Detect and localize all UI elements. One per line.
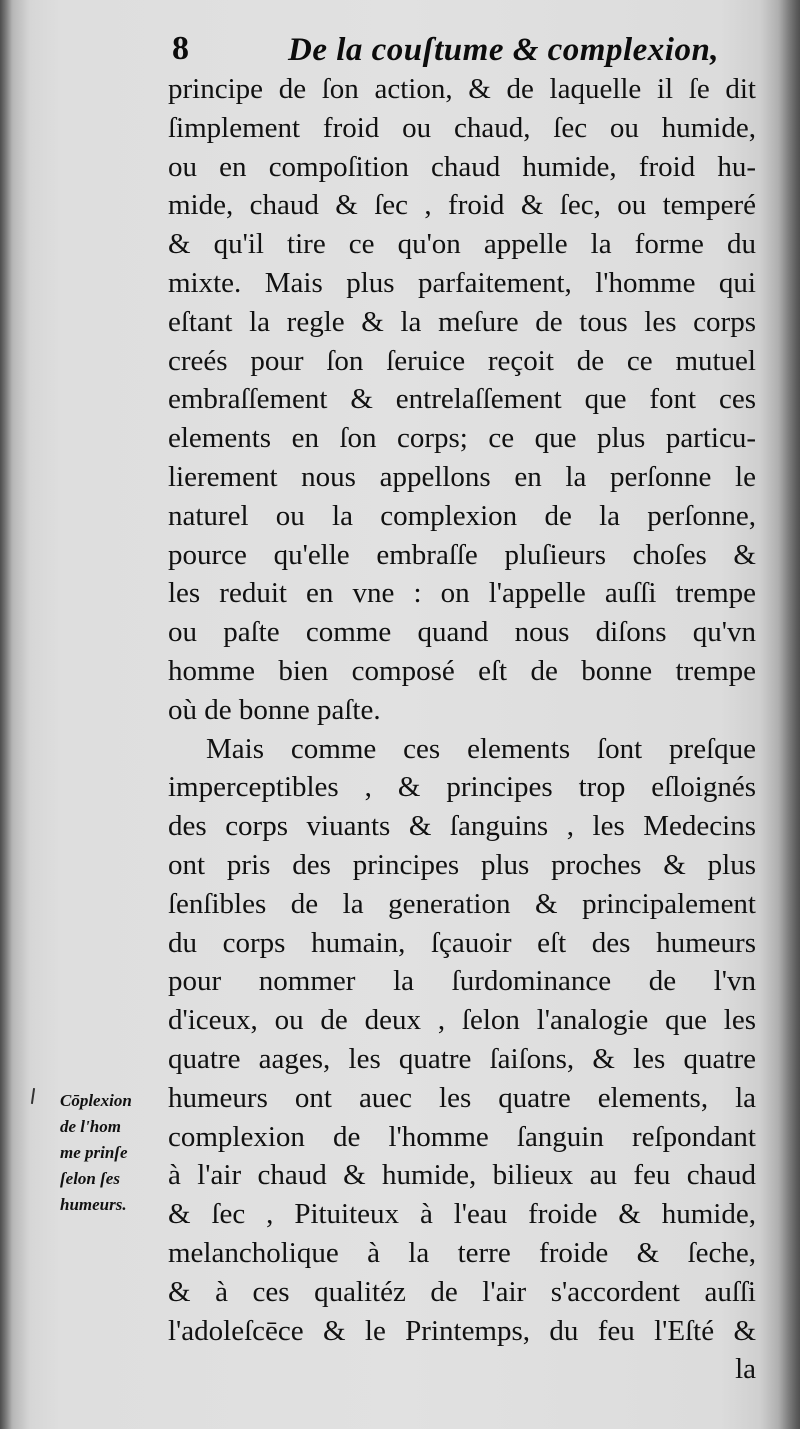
text-line: quatre aages, les quatre ſaiſons, & les quatre: [168, 1042, 756, 1075]
text-line: ou en compoſition chaud humide, froid hu-: [168, 150, 756, 183]
binding-shadow: [0, 0, 12, 1429]
text-line: des corps viuants & ſanguins , les Medecins: [168, 810, 756, 843]
text-line: embraſſement & entrelaſſement que font ces: [168, 383, 756, 416]
text-line: imperceptibles , & principes trop eſloignés: [168, 771, 756, 804]
text-line: & qu'il tire ce qu'on appelle la forme du: [168, 228, 756, 261]
text-line: d'iceux, ou de deux , ſelon l'analogie que les: [168, 1004, 756, 1037]
margin-tick-mark: [31, 1088, 35, 1104]
text-line: ont pris des principes plus proches & plus: [168, 848, 756, 881]
margin-note-line: Cōplexion: [60, 1091, 132, 1110]
text-line: creés pour ſon ſeruice reçoit de ce mutuel: [168, 344, 756, 377]
text-line: ſenſibles de la generation & principalement: [168, 887, 756, 920]
running-title: De la couſtume & complexion,: [288, 32, 720, 68]
margin-note-line: humeurs.: [60, 1195, 127, 1214]
text-line: elements en ſon corps; ce que plus particu-: [168, 422, 756, 455]
text-line: eſtant la regle & la meſure de tous les corps: [168, 305, 756, 338]
text-line: naturel ou la complexion de la perſonne,: [168, 499, 756, 532]
page-number: 8: [172, 30, 189, 67]
text-line: & ſec , Pituiteux à l'eau froide & humide,: [168, 1198, 756, 1231]
margin-note-line: de l'hom: [60, 1117, 121, 1136]
text-line: pource qu'elle embraſſe pluſieurs choſes &: [168, 538, 756, 571]
body-text: [168, 70, 756, 1389]
text-line: principe de ſon action, & de laquelle il ſe dit: [168, 73, 756, 105]
catchword: la: [735, 1353, 756, 1386]
text-line: ou paſte comme quand nous diſons qu'vn: [168, 616, 756, 649]
text-line: homme bien composé eſt de bonne trempe: [168, 654, 756, 687]
text-line: pour nommer la ſurdominance de l'vn: [168, 965, 756, 998]
text-line: melancholique à la terre froide & ſeche,: [168, 1236, 756, 1269]
text-line: mide, chaud & ſec , froid & ſec, ou temperé: [168, 189, 756, 222]
page-header: [170, 28, 750, 74]
text-line: l'adoleſcēce & le Printemps, du feu l'Eſté &: [168, 1314, 756, 1347]
text-line: complexion de l'homme ſanguin reſpondant: [168, 1120, 756, 1153]
margin-note-line: me prinſe: [60, 1143, 128, 1162]
text-line: lierement nous appellons en la perſonne le: [168, 460, 756, 493]
text-line: à l'air chaud & humide, bilieux au feu chaud: [168, 1159, 756, 1192]
text-line: & à ces qualitéz de l'air s'accordent auſſi: [168, 1275, 756, 1308]
margin-note-line: ſelon ſes: [60, 1169, 120, 1188]
text-line: mixte. Mais plus parfaitement, l'homme qui: [168, 266, 756, 299]
text-line: humeurs ont auec les quatre elements, la: [168, 1081, 756, 1114]
text-line: ſimplement froid ou chaud, ſec ou humide,: [168, 111, 756, 144]
text-line: où de bonne paſte.: [168, 693, 381, 726]
text-line: Mais comme ces elements ſont preſque: [206, 732, 756, 765]
page-edge-shadow: [778, 0, 800, 1429]
margin-note: [60, 1088, 164, 1218]
text-line: du corps humain, ſçauoir eſt des humeurs: [168, 926, 756, 959]
text-line: les reduit en vne : on l'appelle auſſi trempe: [168, 577, 756, 610]
